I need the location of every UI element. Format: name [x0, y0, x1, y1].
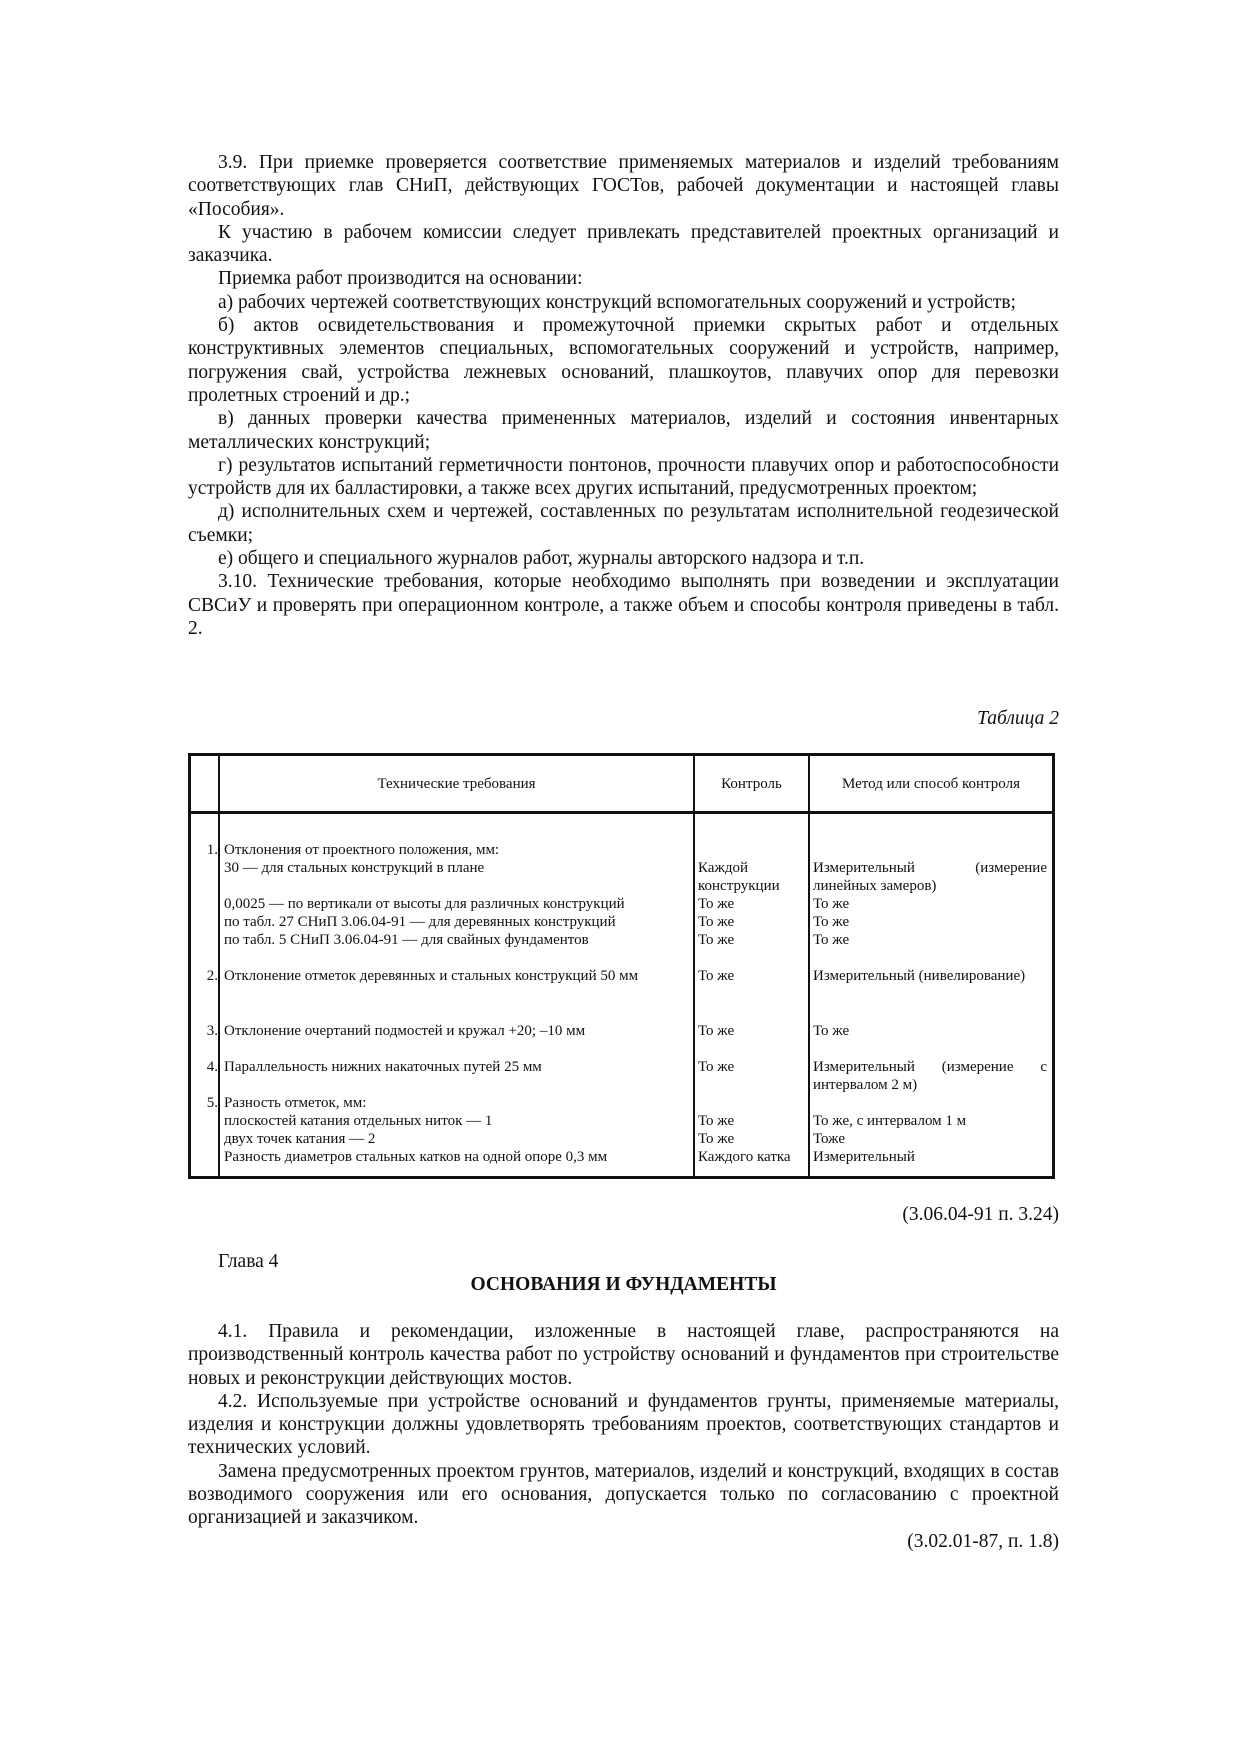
method-line: То же: [813, 896, 850, 912]
paragraph: г) результатов испытаний герметичности понтонов, прочности плавучих опор и работоспособности устройств для их балластировки, а также всех других испытаний, предусмотренных проектом;: [188, 454, 1059, 500]
method-line: Измерительный (нивелирование): [813, 968, 1026, 984]
method-cell: [813, 1022, 1047, 1040]
paragraph: е) общего и специального журналов работ, журналы авторского надзора и т.п.: [218, 548, 865, 570]
table-caption: Таблица 2: [977, 708, 1059, 729]
method-line: То же, с интервалом 1 м: [813, 1113, 967, 1129]
requirement-line: Параллельность нижних накаточных путей 25 мм: [224, 1059, 542, 1075]
top-text: [188, 151, 1059, 640]
method-line: То же: [813, 1023, 850, 1039]
chapter-title: ОСНОВАНИЯ И ФУНДАМЕНТЫ: [470, 1274, 777, 1295]
requirement-cell: [224, 1022, 694, 1040]
control-cell: [698, 1058, 824, 1076]
method-line: [813, 841, 1047, 859]
method-cell: [813, 967, 1047, 985]
method-line: Измерительный: [813, 1149, 915, 1165]
control-line: То же: [698, 968, 735, 984]
chapter-label: Глава 4: [218, 1251, 279, 1272]
control-line: То же: [698, 932, 735, 948]
method-cell: [813, 1094, 1047, 1166]
control-cell: [698, 967, 824, 985]
control-line: То же: [698, 1113, 735, 1129]
row-number: 3.: [206, 1023, 218, 1039]
header-requirements: Технические требования: [377, 775, 536, 792]
paragraph: б) актов освидетельствования и промежуточной приемки скрытых работ и отдельных конструктивных элементов специальных, вспомогательных сооружений и устройств, например, погружения свай, устройства лежневых оснований, плашкоутов, плавучих опор для перевозки пролетных строений и др.;: [188, 315, 1059, 406]
control-line: [698, 1094, 824, 1112]
control-line: Каждого катка: [698, 1149, 791, 1165]
requirement-line: Отклонения от проектного положения, мм:: [224, 842, 500, 858]
paragraph: д) исполнительных схем и чертежей, составленных по результатам исполнительной геодезической съемки;: [188, 501, 1059, 546]
requirement-line: по табл. 27 СНиП 3.06.04-91 — для деревянных конструкций: [224, 914, 616, 930]
requirement-line: по табл. 5 СНиП 3.06.04-91 — для свайных фундаментов: [224, 932, 589, 948]
requirement-line: [224, 877, 694, 895]
requirement-cell: [224, 967, 694, 985]
method-cell: [813, 841, 1047, 949]
paragraph: 4.2. Используемые при устройстве оснований и фундаментов грунты, применяемые материалы, изделия и конструкции должны удовлетворять требованиям проектов, соответствующих стандартов и технических условий.: [188, 1390, 1059, 1459]
section-reference: (3.02.01-87, п. 1.8): [907, 1530, 1059, 1552]
requirement-line: двух точек катания — 2: [224, 1131, 376, 1147]
row-number: 1.: [206, 842, 218, 858]
control-line: То же: [698, 896, 735, 912]
method-line: То же: [813, 914, 850, 930]
control-line: То же: [698, 1023, 735, 1039]
control-line: Каждой конструкции: [698, 860, 780, 894]
paragraph: К участию в рабочем комиссии следует привлекать представителей проектных организаций и заказчика.: [188, 221, 1059, 267]
method-line: Измерительный (измерение с интервалом 2 м): [813, 1059, 1047, 1093]
row-number: 2.: [206, 968, 218, 984]
control-cell: [698, 841, 824, 949]
column-divider: [218, 756, 220, 1176]
paragraph: Замена предусмотренных проектом грунтов, материалов, изделий и конструкций, входящих в состав возводимого сооружения или его основания, допускается только по согласованию с проектной организацией и заказчиком.: [188, 1460, 1059, 1529]
requirement-line: 0,0025 — по вертикали от высоты для различных конструкций: [224, 896, 625, 912]
header-divider: [191, 811, 1052, 814]
method-line: То же: [813, 932, 850, 948]
control-cell: [698, 1022, 824, 1040]
row-number: 5.: [206, 1095, 218, 1111]
method-line: Измерительный (измерение линейных замеров): [813, 860, 1047, 894]
control-line: То же: [698, 914, 735, 930]
requirements-table: [188, 753, 1055, 1179]
paragraph: 3.9. При приемке проверяется соответствие применяемых материалов и изделий требованиям соответствующих глав СНиП, действующих ГОСТов, рабочей документации и настоящей главы «Пособия».: [188, 152, 1059, 220]
requirement-line: Разность отметок, мм:: [224, 1095, 367, 1111]
header-control: Контроль: [721, 775, 782, 792]
paragraph: Приемка работ производится на основании:: [218, 268, 583, 290]
paragraph: 4.1. Правила и рекомендации, изложенные в настоящей главе, распространяются на производственный контроль качества работ по устройству оснований и фундаментов при строительстве новых и реконструкции действующих мостов.: [188, 1321, 1059, 1389]
requirement-line: плоскостей катания отдельных ниток — 1: [224, 1113, 493, 1129]
control-cell: [698, 1094, 824, 1166]
paragraph: в) данных проверки качества примененных материалов, изделий и состояния инвентарных металлических конструкций;: [188, 408, 1059, 453]
requirement-line: 30 — для стальных конструкций в плане: [224, 860, 485, 876]
requirement-cell: [224, 841, 694, 949]
paragraph: а) рабочих чертежей соответствующих конструкций вспомогательных сооружений и устройств;: [218, 291, 1016, 313]
row-number: 4.: [206, 1059, 218, 1075]
requirement-cell: [224, 1094, 694, 1166]
control-line: [698, 841, 824, 859]
bottom-text: [188, 1320, 1059, 1553]
method-cell: [813, 1058, 1047, 1094]
requirement-line: Отклонение очертаний подмостей и кружал +20; –10 мм: [224, 1023, 586, 1039]
requirement-line: Отклонение отметок деревянных и стальных конструкций 50 мм: [224, 968, 639, 984]
control-line: То же: [698, 1059, 735, 1075]
requirement-cell: [224, 1058, 694, 1076]
requirement-line: Разность диаметров стальных катков на одной опоре 0,3 мм: [224, 1149, 608, 1165]
header-method: Метод или способ контроля: [842, 775, 1020, 792]
paragraph: 3.10. Технические требования, которые необходимо выполнять при возведении и эксплуатации СВСиУ и проверять при операционном контроле, а также объем и способы контроля приведены в табл. 2.: [188, 571, 1059, 639]
control-line: То же: [698, 1131, 735, 1147]
method-line: [813, 1094, 1047, 1112]
method-line: Тоже: [813, 1131, 845, 1147]
table-reference: (3.06.04-91 п. 3.24): [902, 1204, 1059, 1225]
